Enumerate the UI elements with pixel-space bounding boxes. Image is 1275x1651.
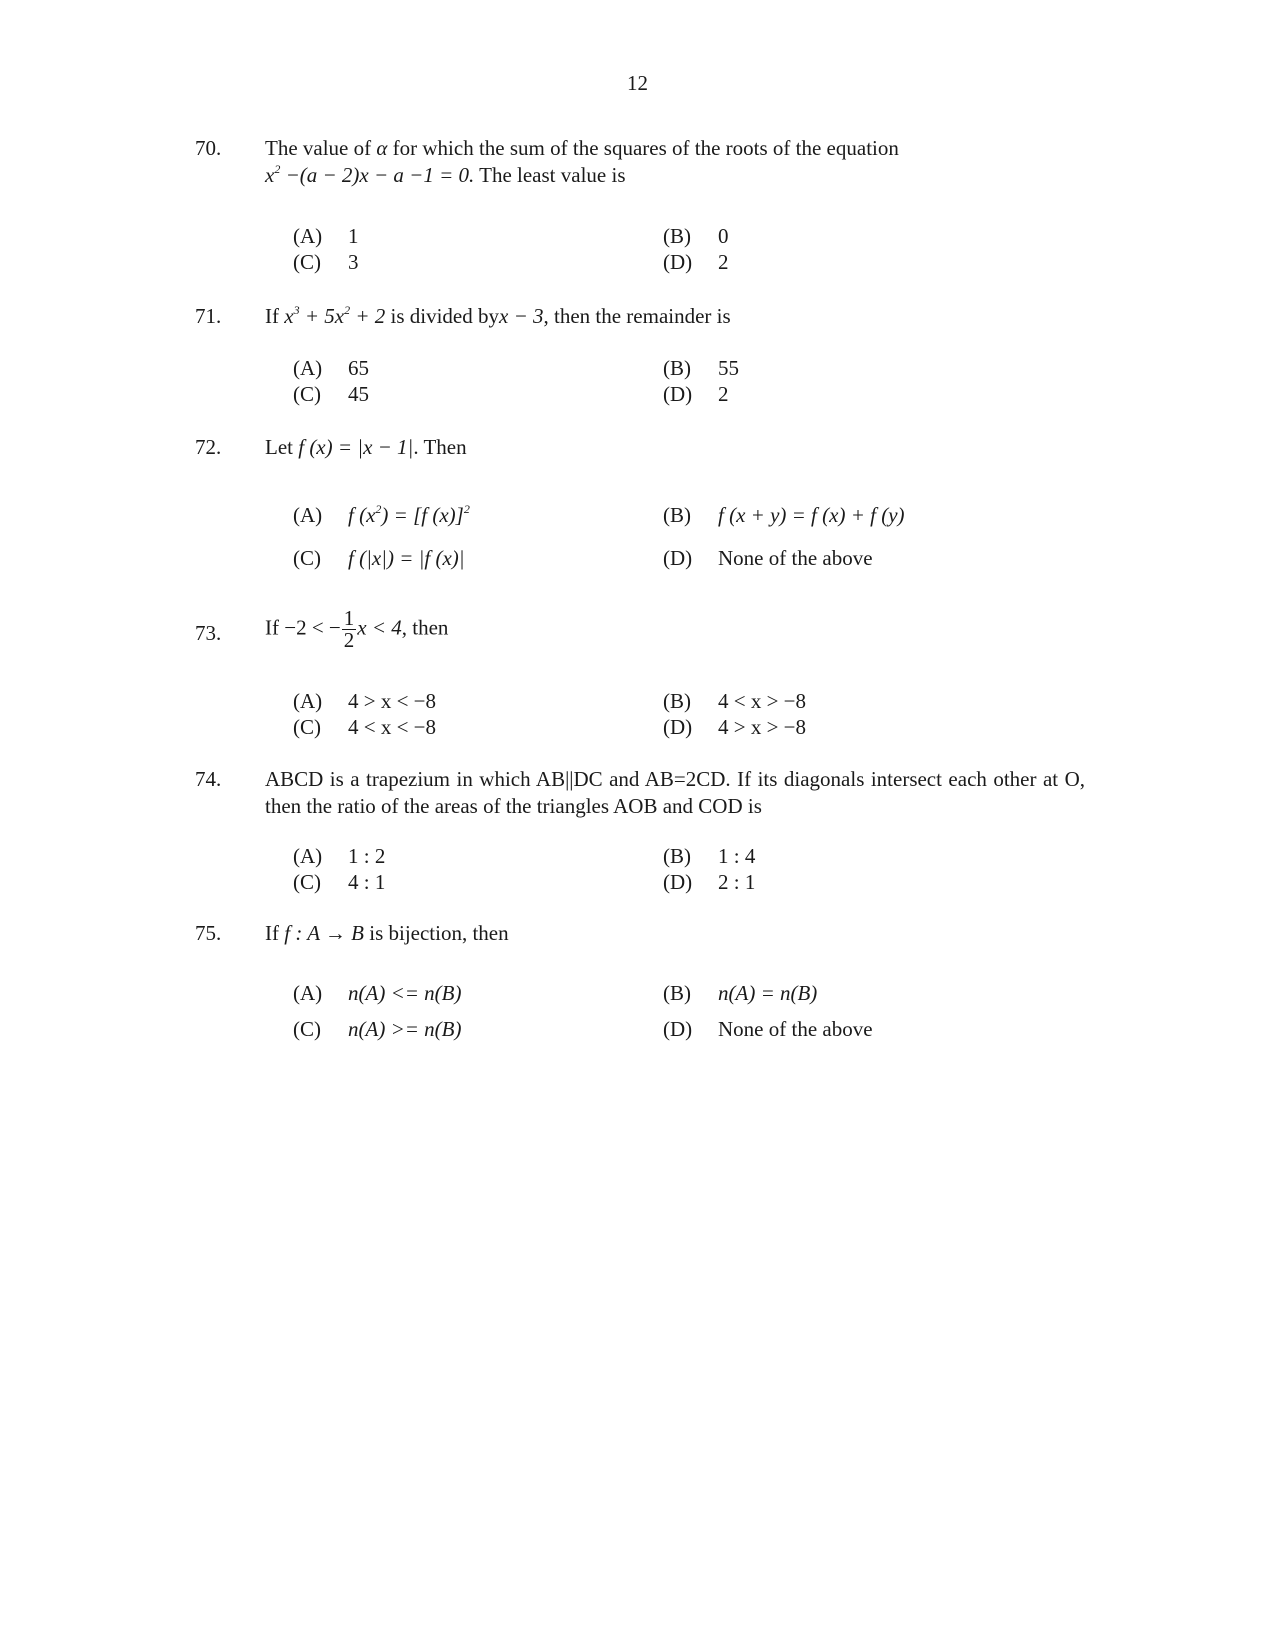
- page-number: 12: [627, 71, 648, 95]
- option-b: (B) 55: [663, 356, 739, 380]
- option-d: (D) None of the above: [663, 546, 873, 570]
- divisor: x − 3: [499, 304, 544, 328]
- option-a: (A) n(A) <= n(B): [293, 981, 462, 1005]
- option-b: (B) f (x + y) = f (x) + f (y): [663, 503, 905, 527]
- question-number: 75.: [195, 921, 222, 945]
- option-d: (D) None of the above: [663, 1017, 873, 1041]
- option-d: (D) 4 > x > −8: [663, 715, 807, 739]
- question-text: If f : A → B is bijection, then: [265, 921, 509, 945]
- question-number: 70.: [195, 136, 222, 160]
- option-c: (C) f (|x|) = |f (x)|: [293, 546, 465, 570]
- question-number: 73.: [195, 621, 222, 645]
- question-text: The value of α for which the sum of the squares of the roots of the equation $x^2 -(a - 2)x - a -1 = 0$. The least value is: [265, 136, 899, 188]
- option-c: (C) 45: [293, 382, 369, 406]
- option-a: (A) 4 > x < −8: [293, 689, 437, 713]
- option-a: (A) 65: [293, 356, 369, 380]
- option-c: (C) 4 < x < −8: [293, 715, 437, 739]
- question-number: 72.: [195, 435, 222, 459]
- question-text: ABCD is a trapezium in which AB||DC and AB=2CD. If its diagonals intersect each other at O, then the ratio of the areas of the triangles AOB and COD is: [265, 767, 1085, 819]
- option-d: (D) 2: [663, 382, 729, 406]
- option-c: (C) 4 : 1: [293, 870, 386, 894]
- equation: $x^2 -(a - 2)x - a -1 = 0$.: [265, 162, 475, 188]
- option-c: (C) n(A) >= n(B): [293, 1017, 462, 1041]
- option-a: (A) 1: [293, 224, 359, 248]
- question-number: 74.: [195, 767, 222, 791]
- option-a: (A) 1 : 2: [293, 844, 386, 868]
- question-number: 71.: [195, 304, 222, 328]
- fraction-one-half: $\frac{1}{2}$: [343, 606, 355, 652]
- polynomial: $x^3 + 5x^2 + 2$: [284, 303, 386, 328]
- option-b: (B) 0: [663, 224, 729, 248]
- mapping: f : A → B: [284, 921, 364, 945]
- alpha-symbol: α: [376, 136, 388, 160]
- option-d: (D) 2 : 1: [663, 870, 756, 894]
- question-text: If −2 < − $\frac{1}{2}$ x < 4, then: [265, 606, 449, 652]
- option-a: (A) f $(x^2) = [f$ (x)]$^2$: [293, 502, 470, 527]
- option-c: (C) 3: [293, 250, 359, 274]
- option-b: (B) 4 < x > −8: [663, 689, 807, 713]
- function-definition: f (x) = |x − 1|: [298, 435, 414, 459]
- question-text: Let f (x) = |x − 1|. Then: [265, 435, 467, 459]
- option-b: (B) 1 : 4: [663, 844, 756, 868]
- option-d: (D) 2: [663, 250, 729, 274]
- option-b: (B) n(A) = n(B): [663, 981, 818, 1005]
- question-text: If $x^3 + 5x^2 + 2$ is divided byx − 3, then the remainder is: [265, 303, 731, 328]
